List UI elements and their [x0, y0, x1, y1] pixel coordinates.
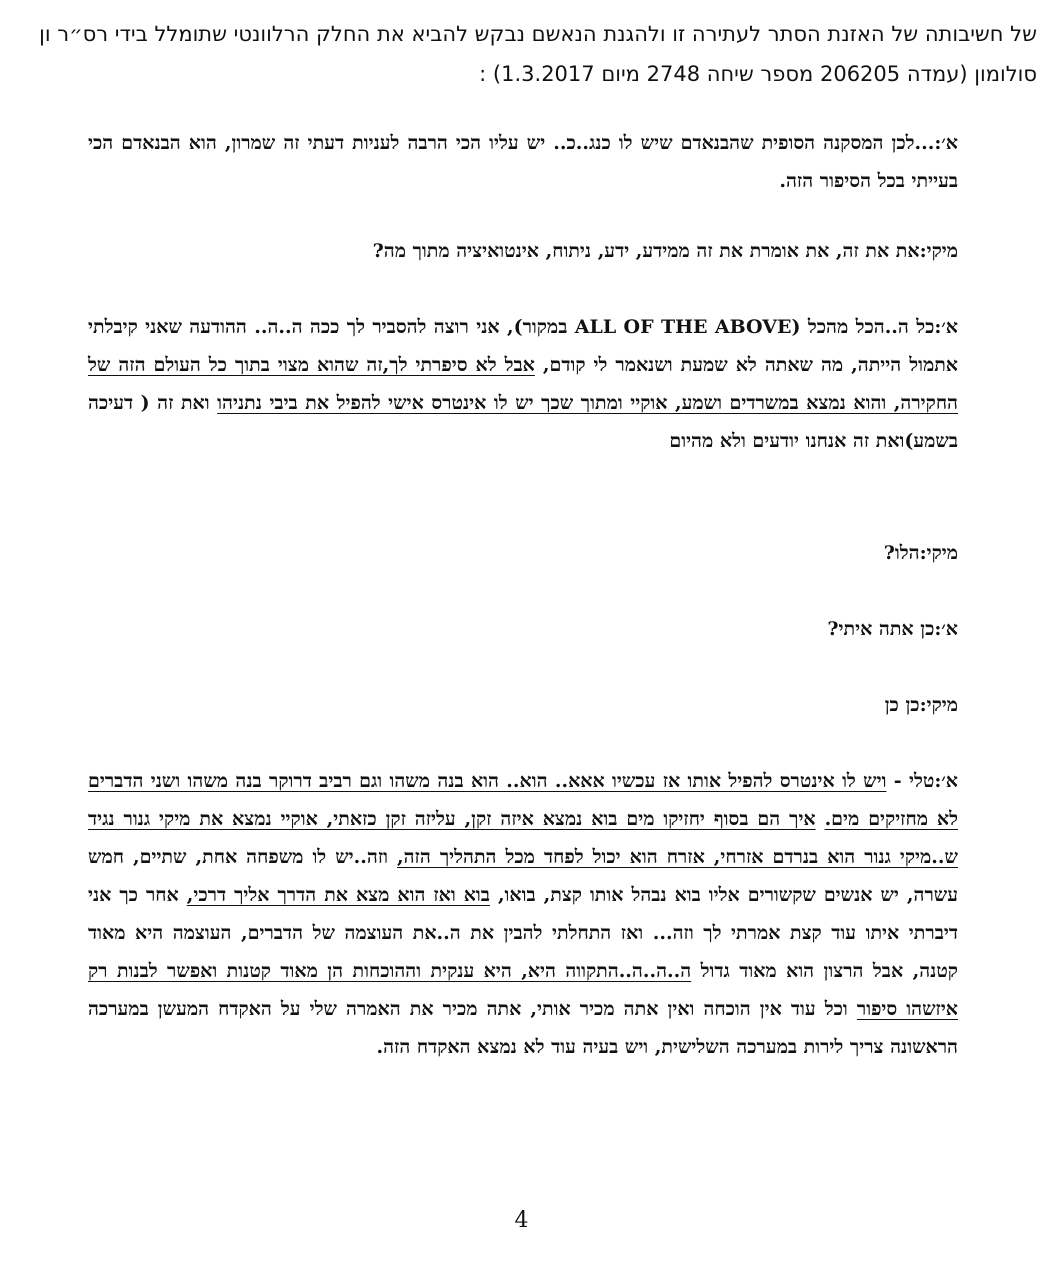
text-segment: אחר כך אני דיברתי איתו עוד קצת אמרתי לך וזה... ואז התחלתי להבין את ה..את העוצמה של הדברים, העוצמה היא מאוד קטנה, אבל הרצון הוא מאוד גדול	[88, 884, 958, 982]
transcript-paragraph	[88, 610, 958, 648]
paragraph-text	[88, 308, 958, 460]
underlined-segment: ה..ה..ה..התקווה היא, היא ענקית וההוכחות הן מאוד קטנות ואפשר לבנות רק איזשהו סיפור	[88, 960, 959, 1020]
text-segment	[816, 808, 825, 830]
speaker-label: א׳:	[934, 770, 958, 792]
text-segment: וכל עוד אין הוכחה ואין אתה מכיר אותי, אתה מכיר את האמרה שלי על האקדח המעשן במערכה הראשונה צריך לירות במערכה השלישית, ויש בעיה עוד לא נמצא האקדח הזה.	[88, 998, 958, 1058]
speaker-label: א׳:	[934, 618, 958, 640]
underlined-segment: ויש לו אינטרס להפיל אותו אז עכשיו אאא.. הוא.. הוא בנה משהו וגם רביב דרוקר בנה משהו ושני הדברים לא מחזיקים מים.	[88, 770, 958, 830]
text-segment: את את זה, את אומרת את זה ממידע, ידע, ניתוח, אינטואיציה מתוך מה?	[372, 240, 920, 262]
text-segment: ...לכן המסקנה הסופית שהבנאדם שיש לו כנג..כ.. יש עליו הכי הרבה לעניות דעתי זה שמרון, הוא הבנאדם הכי בעייתי בכל הסיפור הזה.	[88, 132, 958, 192]
page-number: 4	[514, 1208, 529, 1233]
intro-text: של חשיבותה של האזנת הסתר לעתירה זו ולהגנת הנאשם נבקש להביא את החלק הרלוונטי שתומלל בידי רס״ר ון סולומון (עמדה 206205 מספר שיחה 2748 מיום 1.3.2017) :	[39, 22, 1037, 86]
text-segment: כן כן	[884, 694, 920, 716]
transcript-paragraph	[88, 124, 958, 200]
transcript-paragraph	[88, 308, 958, 460]
paragraph-text	[88, 762, 958, 1066]
text-segment: כל ה..הכל מהכל (	[791, 316, 935, 338]
speaker-label: מיקי:	[919, 542, 958, 564]
transcript-paragraph	[88, 762, 958, 1066]
speaker-label: מיקי:	[919, 694, 958, 716]
speaker-label: מיקי:	[919, 240, 958, 262]
underlined-segment: איך הם בסוף יחזיקו מים בוא נמצא איזה זקן, עליזה זקן כזאתי, אוקיי נמצא את מיקי גנור נגיד ש..מיקי גנור הוא בנרדם אזרחי, אזרח הוא יכול לפחד מכל התהליך הזה,	[88, 808, 958, 868]
paragraph-text	[88, 534, 958, 572]
paragraph-text	[88, 686, 958, 724]
transcript-paragraph	[88, 232, 958, 270]
paragraph-text	[88, 232, 958, 270]
text-segment: ALL OF THE ABOVE	[574, 316, 792, 338]
paragraph-text	[88, 610, 958, 648]
text-segment: כן אתה איתי?	[827, 618, 935, 640]
paragraph-text	[88, 124, 958, 200]
text-segment: ואת זה ( דעיכה בשמע)ואת זה אנחנו יודעים ולא מהיום	[88, 392, 958, 452]
transcript-paragraph	[88, 686, 958, 724]
transcript-paragraph	[88, 534, 958, 572]
speaker-label: א׳:	[934, 132, 958, 154]
underlined-segment: בוא ואז הוא מצא את הדרך אליך דרכי,	[186, 884, 490, 906]
text-segment: טלי -	[886, 770, 935, 792]
text-segment: במקור), אני רוצה להסביר לך ככה ה..ה.. ההודעה שאני קיבלתי אתמול הייתה, מה שאתה לא שמעת ושנאמר לי קודם,	[88, 316, 959, 376]
speaker-label: א׳:	[934, 316, 958, 338]
text-segment: הלו?	[883, 542, 920, 564]
underlined-segment: אבל לא סיפרתי לך,זה שהוא מצוי בתוך כל העולם הזה של החקירה, והוא נמצא במשרדים ושמע, אוקיי ומתוך שכך יש לו אינטרס אישי להפיל את ביבי נתניהו	[88, 354, 958, 414]
text-segment: וזה..יש לו משפחה אחת, שתיים, חמש עשרה, יש אנשים שקשורים אליו בוא נבהל אותו קצת, בואו,	[88, 846, 958, 906]
